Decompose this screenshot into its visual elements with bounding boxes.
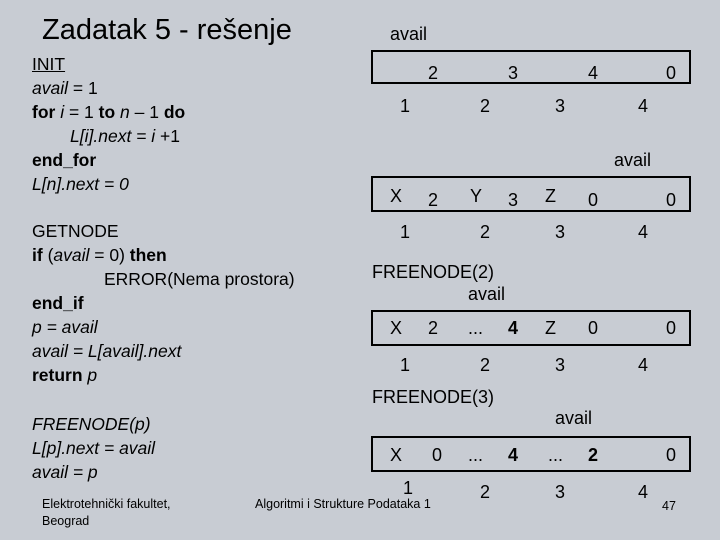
- array-frame: [371, 50, 691, 84]
- array-frame: [371, 176, 691, 212]
- array-cell: Y: [470, 186, 483, 206]
- avail-label-row2: avail: [614, 150, 652, 170]
- getnode-line-3: end_if: [32, 293, 84, 313]
- freenode3-label: FREENODE(3): [372, 387, 495, 407]
- index-label: 4: [638, 96, 649, 116]
- freenode-line-2: avail = p: [32, 462, 98, 482]
- freenode-line-1: L[p].next = avail: [32, 438, 156, 458]
- footer-course: Algoritmi i Strukture Podataka 1: [255, 497, 431, 511]
- array-cell: 0: [666, 318, 677, 338]
- array-cell: 0: [432, 445, 443, 465]
- footer-institution: Elektrotehnički fakultet, Beograd: [42, 497, 171, 528]
- array-cell: ...: [468, 318, 484, 338]
- array-cell: Z: [545, 318, 556, 338]
- index-label: 3: [555, 96, 566, 116]
- array-cell: 2: [428, 318, 439, 338]
- avail-label-top: avail: [390, 24, 428, 44]
- array-cell: 0: [588, 190, 599, 210]
- getnode-line-6: return p: [32, 365, 98, 385]
- page-number: 47: [662, 499, 676, 513]
- array-frame: [371, 436, 691, 472]
- index-label: 3: [555, 482, 566, 502]
- index-label: 1: [400, 355, 411, 375]
- array-cell: X: [390, 186, 403, 206]
- getnode-header: GETNODE: [32, 221, 119, 241]
- array-frame: [371, 310, 691, 346]
- index-label: 2: [480, 482, 491, 502]
- getnode-line-2: ERROR(Nema prostora): [104, 269, 295, 289]
- index-label: 3: [555, 222, 566, 242]
- index-label: 4: [638, 222, 649, 242]
- index-label: 1: [400, 222, 411, 242]
- slide-title: Zadatak 5 - rešenje: [42, 14, 292, 46]
- array-cell: ...: [468, 445, 484, 465]
- init-code: [32, 52, 185, 196]
- init-line-2: for i = 1 to n – 1 do: [32, 102, 186, 122]
- index-label: 4: [638, 355, 649, 375]
- avail-label-row4: avail: [555, 408, 593, 428]
- init-line-4: end_for: [32, 150, 97, 170]
- init-line-1: avail = 1: [32, 78, 98, 98]
- array-cell: 4: [508, 445, 519, 465]
- getnode-line-1: if (avail = 0) then: [32, 245, 167, 265]
- init-line-3: L[i].next = i +1: [70, 126, 180, 146]
- index-label: 1: [403, 478, 414, 498]
- index-label: 3: [555, 355, 566, 375]
- array-cell: 0: [666, 190, 677, 210]
- getnode-code: [32, 219, 295, 387]
- getnode-line-5: avail = L[avail].next: [32, 341, 182, 361]
- array-cell: 3: [508, 190, 519, 210]
- array-cell: X: [390, 445, 403, 465]
- array-cell: ...: [548, 445, 564, 465]
- index-label: 2: [480, 355, 491, 375]
- array-cell: 2: [428, 190, 439, 210]
- init-line-5: L[n].next = 0: [32, 174, 129, 194]
- freenode-code: [32, 412, 155, 484]
- array-cell: 4: [508, 318, 519, 338]
- array-cell: 0: [588, 318, 599, 338]
- index-label: 2: [480, 96, 491, 116]
- array-cell: Z: [545, 186, 556, 206]
- index-label: 4: [638, 482, 649, 502]
- getnode-line-4: p = avail: [32, 317, 98, 337]
- index-label: 2: [480, 222, 491, 242]
- index-label: 1: [400, 96, 411, 116]
- freenode2-label: FREENODE(2): [372, 262, 495, 282]
- array-cell: 0: [666, 63, 677, 83]
- init-header: INIT: [32, 54, 66, 74]
- avail-label-row3: avail: [468, 284, 506, 304]
- array-cell: 2: [588, 445, 599, 465]
- array-cell: 4: [588, 63, 599, 83]
- array-cell: 2: [428, 63, 439, 83]
- freenode-header: FREENODE(p): [32, 414, 151, 434]
- array-cell: 0: [666, 445, 677, 465]
- array-cell: 3: [508, 63, 519, 83]
- array-cell: X: [390, 318, 403, 338]
